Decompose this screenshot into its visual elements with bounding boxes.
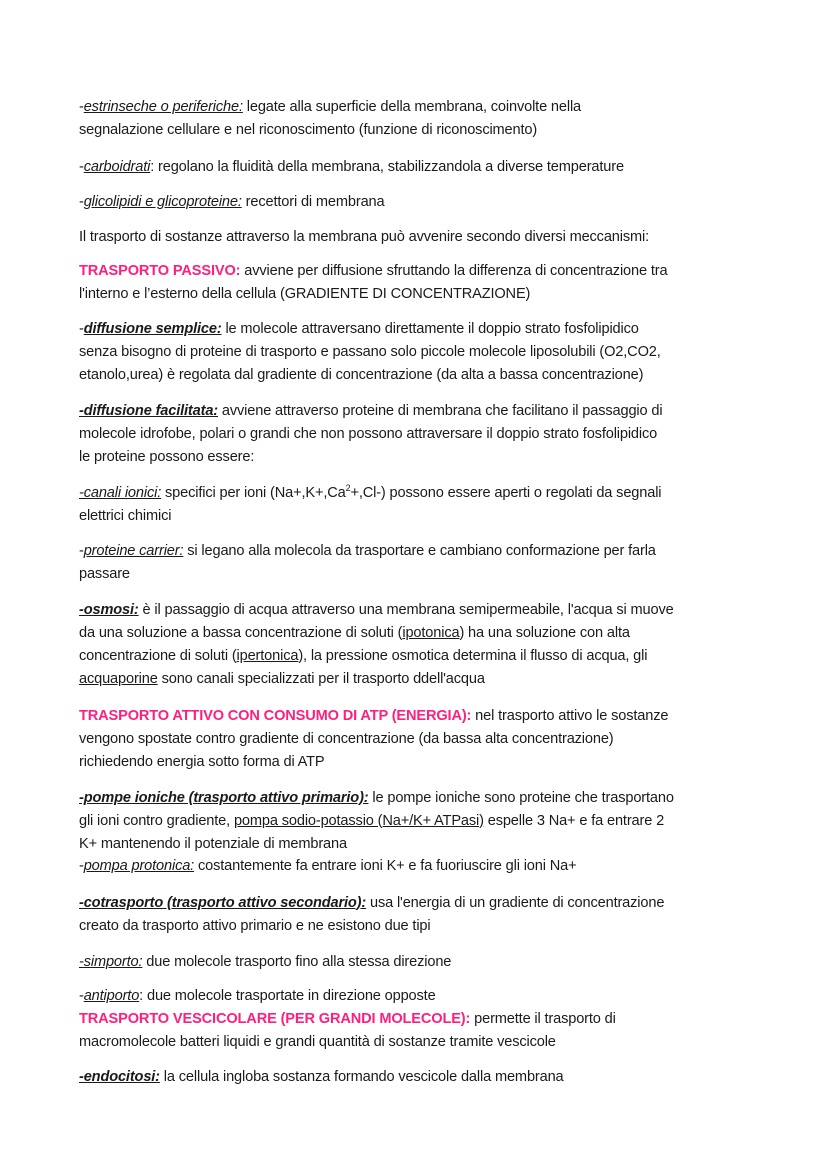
text-segment: avviene attraverso proteine di membrana che facilitano il passaggio di: [218, 402, 663, 419]
paragraph: [79, 96, 779, 142]
paragraph: [79, 226, 779, 249]
paragraph: [79, 787, 779, 856]
paragraph: [79, 260, 779, 306]
text-segment: le pompe ioniche sono proteine che trasportano: [368, 789, 674, 806]
text-segment: creato da trasporto attivo primario e ne esistono due tipi: [79, 917, 431, 934]
term-label: -endocitosi:: [79, 1068, 160, 1085]
paragraph: [79, 855, 779, 878]
paragraph: [79, 191, 779, 214]
text-segment: le proteine possono essere:: [79, 448, 255, 465]
text-segment: specifici per ioni (Na+,K+,Ca: [161, 484, 346, 501]
section-heading: :: [235, 262, 245, 279]
text-segment: : due molecole trasportate in direzione opposte: [139, 987, 436, 1004]
text-segment: -: [79, 857, 84, 874]
text-segment: costantemente fa entrare ioni K+ e fa fuoriuscire gli ioni Na+: [194, 857, 577, 874]
paragraph: [79, 951, 779, 974]
paragraph: [79, 705, 779, 774]
text-segment: molecole idrofobe, polari o grandi che non possono attraversare il doppio strato fosfolipidico: [79, 425, 658, 442]
paragraph: [79, 892, 779, 938]
text-segment: permette il trasporto di: [470, 1010, 616, 1027]
text-segment: -: [79, 193, 84, 210]
text-segment: sono canali specializzati per il trasporto ddell'acqua: [157, 670, 485, 687]
paragraph: [79, 400, 779, 469]
text-segment: ), la pressione osmotica determina il flusso di acqua, gli: [298, 647, 648, 664]
term-label: -osmosi:: [79, 601, 139, 618]
paragraph: [79, 599, 779, 691]
text-segment: senza bisogno di proteine di trasporto e passano solo piccole molecole liposolubili (O2,CO2,: [79, 343, 661, 360]
text-segment: recettori di membrana: [241, 193, 385, 210]
term-label: acquaporine: [79, 670, 158, 687]
term-label: pompa protonica:: [83, 857, 195, 874]
paragraph: [79, 1066, 779, 1089]
text-segment: vengono spostate contro gradiente di concentrazione (da bassa alta concentrazione): [79, 730, 614, 747]
text-segment: -: [79, 987, 84, 1004]
text-segment: espelle 3 Na+ e fa entrare 2: [483, 812, 665, 829]
text-segment: ) ha una soluzione con alta: [459, 624, 630, 641]
paragraph: [79, 540, 779, 586]
paragraph: [79, 318, 779, 387]
text-segment: avviene per diffusione sfruttando la differenza di concentrazione tra: [244, 262, 668, 279]
text-segment: legate alla superficie della membrana, coinvolte nella: [242, 98, 582, 115]
text-segment: : regolano la fluidità della membrana, stabilizzandola a diverse temperature: [150, 158, 624, 175]
section-heading: TRASPORTO VESCICOLARE (PER GRANDI MOLECOLE):: [79, 1010, 471, 1027]
text-segment: -: [79, 158, 84, 175]
text-segment: le molecole attraversano direttamente il doppio strato fosfolipidico: [221, 320, 639, 337]
term-label: glicolipidi e glicoproteine:: [83, 193, 242, 210]
text-segment: -: [79, 320, 84, 337]
paragraph: [79, 156, 779, 179]
text-segment: Il trasporto di sostanze attraverso la membrana può avvenire secondo diversi meccanismi:: [79, 228, 650, 245]
term-label: -pompe ioniche (trasporto attivo primario):: [79, 789, 369, 806]
section-heading: TRASPORTO ATTIVO CON CONSUMO DI ATP (ENERGIA):: [79, 707, 472, 724]
section-heading: TRASPORTO PASSIVO: [79, 262, 236, 279]
term-label: pompa sodio-potassio (Na+/K+ ATPasi): [233, 812, 484, 829]
text-segment: passare: [79, 565, 130, 582]
text-segment: l'interno e l’esterno della cellula (GRADIENTE DI CONCENTRAZIONE): [79, 285, 531, 302]
text-segment: +,Cl-) possono essere aperti o regolati da segnali: [350, 484, 662, 501]
text-segment: si legano alla molecola da trasportare e cambiano conformazione per farla: [183, 542, 656, 559]
text-segment: due molecole trasporto fino alla stessa direzione: [142, 953, 452, 970]
term-label: estrinseche o periferiche:: [83, 98, 243, 115]
text-segment: è il passaggio di acqua attraverso una membrana semipermeabile, l'acqua si muove: [138, 601, 674, 618]
superscript: 2: [345, 482, 351, 493]
text-segment: la cellula ingloba sostanza formando vescicole dalla membrana: [159, 1068, 564, 1085]
term-label: diffusione semplice:: [83, 320, 222, 337]
term-label: -canali ionici:: [79, 484, 162, 501]
text-segment: -: [79, 98, 84, 115]
text-segment: segnalazione cellulare e nel riconoscimento (funzione di riconoscimento): [79, 121, 538, 138]
term-label: -simporto:: [79, 953, 143, 970]
term-label: ipotonica: [402, 624, 460, 641]
paragraph: [79, 1008, 779, 1054]
text-segment: gli ioni contro gradiente,: [79, 812, 234, 829]
text-segment: nel trasporto attivo le sostanze: [471, 707, 669, 724]
text-segment: concentrazione di soluti (: [79, 647, 237, 664]
text-segment: elettrici chimici: [79, 507, 172, 524]
term-label: -cotrasporto (trasporto attivo secondario):: [79, 894, 367, 911]
term-label: ipertonica: [236, 647, 299, 664]
text-segment: -: [79, 542, 84, 559]
text-segment: da una soluzione a bassa concentrazione di soluti (: [79, 624, 403, 641]
term-label: -diffusione facilitata:: [79, 402, 218, 419]
term-label: antiporto: [83, 987, 140, 1004]
term-label: carboidrati: [83, 158, 151, 175]
paragraph: [79, 482, 779, 528]
term-label: proteine carrier:: [83, 542, 184, 559]
text-segment: usa l'energia di un gradiente di concentrazione: [366, 894, 665, 911]
text-segment: etanolo,urea) è regolata dal gradiente di concentrazione (da alta a bassa concentrazione): [79, 366, 644, 383]
paragraph: [79, 985, 779, 1008]
text-segment: K+ mantenendo il potenziale di membrana: [79, 835, 347, 852]
text-segment: richiedendo energia sotto forma di ATP: [79, 753, 325, 770]
text-segment: macromolecole batteri liquidi e grandi quantità di sostanze tramite vescicole: [79, 1033, 556, 1050]
